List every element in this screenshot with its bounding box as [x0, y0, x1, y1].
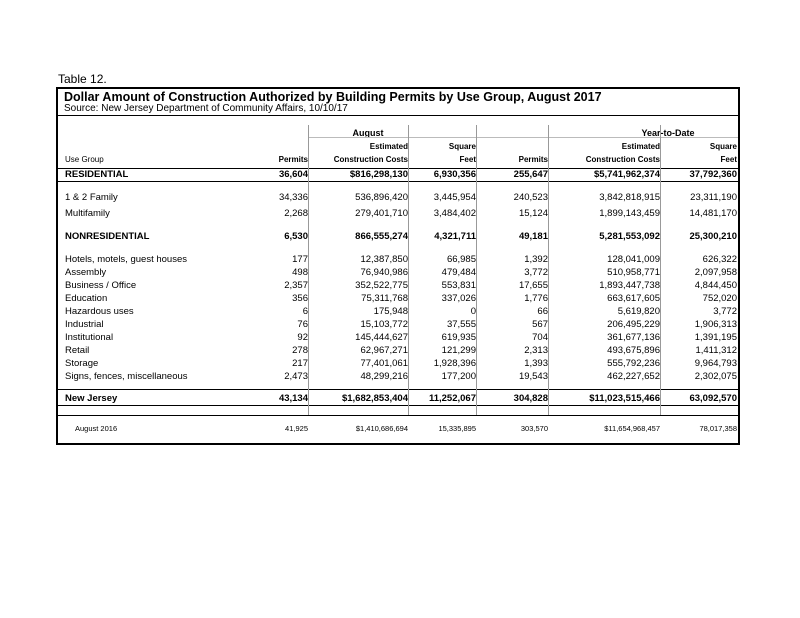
row-label: Industrial [65, 319, 104, 330]
row-value: 704 [532, 332, 548, 343]
row-value: 25,300,210 [689, 231, 737, 242]
row-label: Retail [65, 345, 90, 356]
row-value: $1,682,853,404 [341, 393, 408, 404]
header-estimated-ytd: Estimated [621, 142, 660, 151]
row-value: 5,281,553,092 [599, 231, 660, 242]
row-label: Education [65, 293, 108, 304]
row-value: 66 [537, 306, 548, 317]
row-value: 2,268 [284, 208, 308, 219]
header-feet-ytd: Feet [720, 155, 737, 164]
row-value: 36,604 [278, 169, 308, 180]
header-square-ytd: Square [709, 142, 737, 151]
row-value: 361,677,136 [607, 332, 660, 343]
row-value: 619,935 [441, 332, 476, 343]
row-value: 177,200 [441, 371, 476, 382]
header-square-august: Square [448, 142, 476, 151]
column-rule [548, 125, 549, 415]
row-value: 15,335,895 [438, 424, 476, 433]
row-value: 0 [470, 306, 476, 317]
row-value: 78,017,358 [699, 424, 737, 433]
row-value: 553,831 [441, 280, 476, 291]
table-source: Source: New Jersey Department of Community Affairs, 10/10/17 [64, 103, 348, 114]
row-value: 41,925 [285, 424, 308, 433]
header-costs-ytd: Construction Costs [585, 155, 660, 164]
row-value: 1,392 [524, 254, 548, 265]
column-rule [308, 125, 309, 415]
row-value: 11,252,067 [428, 393, 476, 404]
row-value: 49,181 [518, 231, 548, 242]
footer-rule [58, 415, 738, 416]
row-value: 1,893,447,738 [599, 280, 660, 291]
table-label: Table 12. [58, 72, 107, 86]
header-ytd: Year-to-Date [641, 128, 695, 138]
row-value: 5,619,820 [617, 306, 660, 317]
row-value: 77,401,061 [360, 358, 408, 369]
row-label: Multifamily [65, 208, 110, 219]
row-value: $11,654,968,457 [604, 424, 660, 433]
header-permits-august: Permits [278, 155, 308, 164]
row-value: 304,828 [513, 393, 548, 404]
row-value: 34,336 [278, 192, 308, 203]
row-value: 19,543 [518, 371, 548, 382]
header-august: August [352, 128, 384, 138]
row-value: 48,299,216 [360, 371, 408, 382]
row-value: 498 [292, 267, 308, 278]
header-feet-august: Feet [459, 155, 476, 164]
row-value: 2,302,075 [694, 371, 737, 382]
row-value: 14,481,170 [689, 208, 737, 219]
row-value: 2,313 [524, 345, 548, 356]
row-label: NONRESIDENTIAL [65, 231, 150, 242]
row-value: 75,311,768 [361, 293, 408, 304]
row-value: 536,896,420 [355, 192, 408, 203]
row-label: New Jersey [65, 393, 118, 404]
row-value: 1,391,195 [694, 332, 737, 343]
row-value: 3,484,402 [433, 208, 476, 219]
row-value: 663,617,605 [607, 293, 660, 304]
row-value: 6,530 [284, 231, 308, 242]
row-value: 121,299 [441, 345, 476, 356]
row-value: 1,776 [524, 293, 548, 304]
row-value: 2,473 [284, 371, 308, 382]
title-box [58, 89, 738, 116]
row-value: $11,023,515,466 [589, 393, 660, 404]
row-value: 337,026 [441, 293, 476, 304]
row-value: 567 [532, 319, 548, 330]
residential-rule [58, 181, 738, 182]
table-frame [56, 87, 740, 445]
row-value: 23,311,190 [690, 192, 737, 203]
row-value: 217 [292, 358, 308, 369]
row-value: 9,964,793 [694, 358, 737, 369]
row-value: 1,393 [524, 358, 548, 369]
header-estimated-august: Estimated [369, 142, 408, 151]
row-value: 37,555 [446, 319, 476, 330]
row-value: 555,792,236 [607, 358, 660, 369]
row-value: 278 [292, 345, 308, 356]
row-value: 510,958,771 [607, 267, 660, 278]
row-value: 356 [292, 293, 308, 304]
row-value: 462,227,652 [607, 371, 660, 382]
row-value: 206,495,229 [607, 319, 660, 330]
row-value: 352,522,775 [355, 280, 408, 291]
row-value: 66,985 [446, 254, 476, 265]
row-value: 279,401,710 [355, 208, 408, 219]
row-label: Hotels, motels, guest houses [65, 254, 187, 265]
row-value: 626,322 [702, 254, 737, 265]
header-costs-august: Construction Costs [333, 155, 408, 164]
row-label: RESIDENTIAL [65, 169, 129, 180]
column-rule [476, 125, 477, 415]
row-label: Business / Office [65, 280, 137, 291]
row-value: 3,772 [524, 267, 548, 278]
row-value: $5,741,962,374 [593, 169, 660, 180]
column-rule [408, 125, 409, 415]
row-value: 4,844,450 [694, 280, 737, 291]
row-value: 866,555,274 [355, 231, 408, 242]
row-value: 62,967,271 [360, 345, 408, 356]
row-label: Signs, fences, miscellaneous [65, 371, 188, 382]
row-value: 2,097,958 [694, 267, 737, 278]
column-rule [660, 125, 661, 415]
row-value: 493,675,896 [607, 345, 660, 356]
row-value: $1,410,686,694 [355, 424, 408, 433]
row-value: 92 [297, 332, 308, 343]
row-label: Hazardous uses [65, 306, 134, 317]
row-label: Institutional [65, 332, 114, 343]
header-rule [58, 168, 738, 169]
total-bottom-rule [58, 405, 738, 406]
row-value: 76 [297, 319, 308, 330]
row-value: 303,570 [520, 424, 548, 433]
row-value: 12,387,850 [360, 254, 408, 265]
row-value: 2,357 [284, 280, 308, 291]
row-value: 240,523 [513, 192, 548, 203]
row-value: 37,792,360 [689, 169, 737, 180]
row-label: Assembly [65, 267, 107, 278]
row-value: 1,906,313 [694, 319, 737, 330]
row-value: 752,020 [702, 293, 737, 304]
row-value: 6,930,356 [433, 169, 476, 180]
row-value: 15,103,772 [360, 319, 408, 330]
row-value: 3,445,954 [433, 192, 476, 203]
row-value: 479,484 [441, 267, 476, 278]
row-value: 145,444,627 [355, 332, 408, 343]
row-value: 4,321,711 [434, 231, 476, 242]
row-label: Storage [65, 358, 99, 369]
row-value: 1,899,143,459 [599, 208, 660, 219]
row-value: 6 [302, 306, 308, 317]
row-value: 43,134 [278, 393, 308, 404]
row-value: 177 [292, 254, 308, 265]
row-value: 128,041,009 [607, 254, 660, 265]
row-value: 1,928,396 [433, 358, 476, 369]
subheader-rule [308, 137, 738, 138]
row-value: 15,124 [518, 208, 548, 219]
row-label: August 2016 [75, 424, 118, 433]
row-value: 17,655 [518, 280, 548, 291]
header-use-group: Use Group [65, 155, 104, 164]
row-label: 1 & 2 Family [65, 192, 118, 203]
header-permits-ytd: Permits [518, 155, 548, 164]
row-value: 3,772 [713, 306, 737, 317]
row-value: $816,298,130 [349, 169, 408, 180]
row-value: 63,092,570 [689, 393, 737, 404]
row-value: 255,647 [513, 169, 548, 180]
row-value: 76,940,986 [360, 267, 408, 278]
row-value: 175,948 [373, 306, 408, 317]
table-title: Dollar Amount of Construction Authorized by Building Permits by Use Group, August 2017 [64, 90, 602, 104]
row-value: 1,411,312 [695, 345, 737, 356]
total-top-rule [58, 389, 738, 390]
row-value: 3,842,818,915 [599, 192, 660, 203]
